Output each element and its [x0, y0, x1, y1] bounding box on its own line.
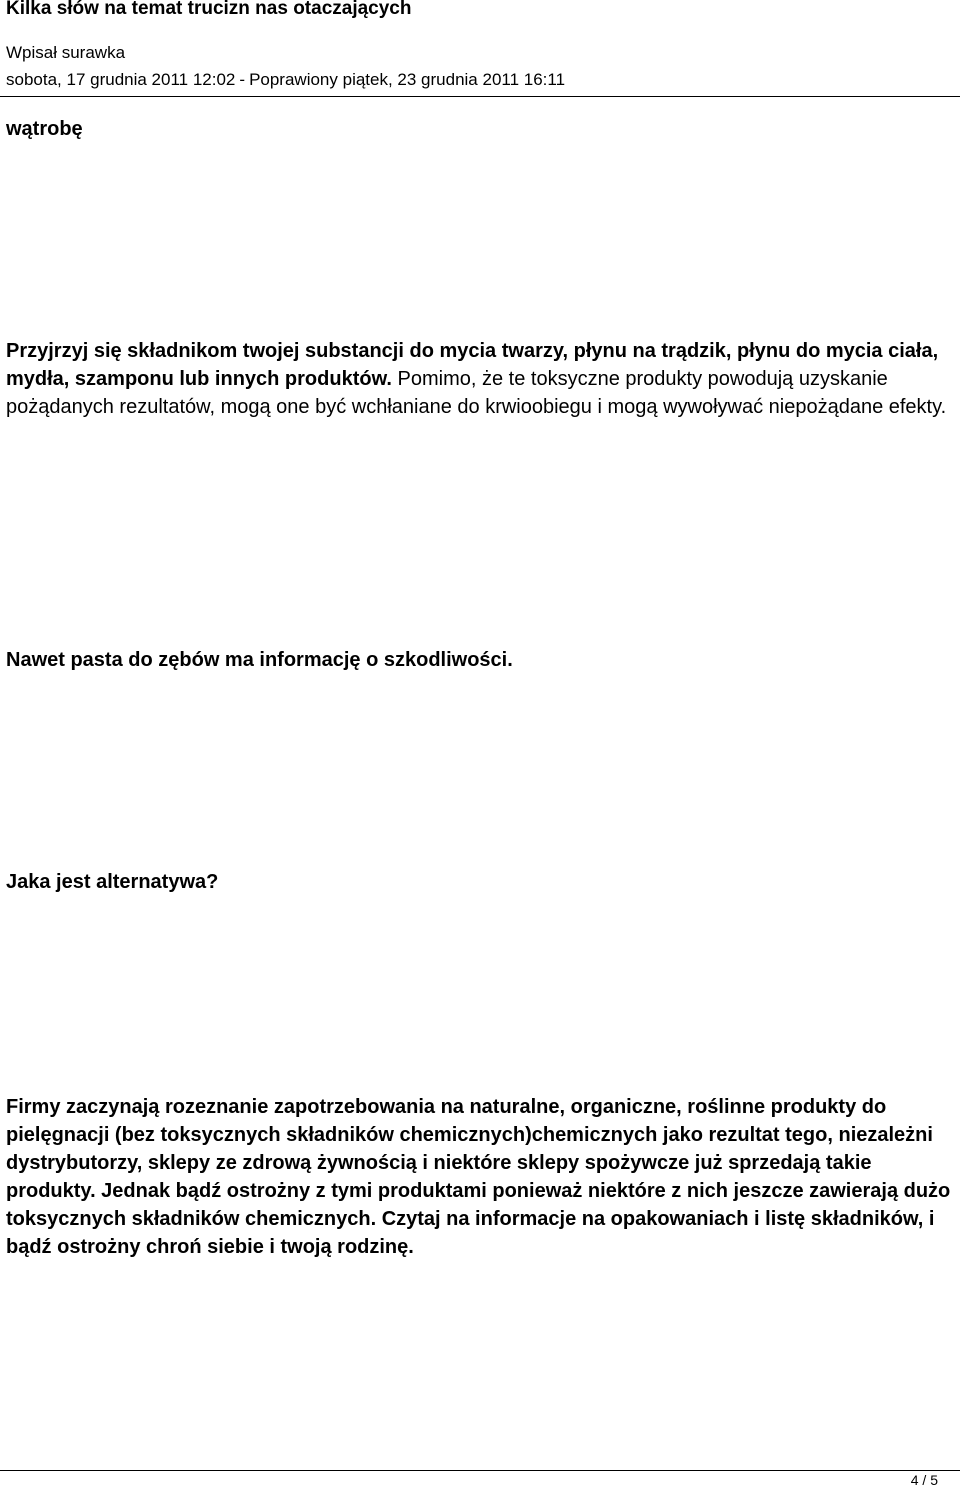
modified-date: Poprawiony piątek, 23 grudnia 2011 16:11: [249, 70, 566, 89]
ingredients-bold-text: Przyjrzyj się składnikom twojej substancji do mycia twarzy, płynu na trądzik, płynu do mycia ciała, mydła, szamponu lub innych produktów.: [6, 340, 939, 390]
paragraph-toothpaste: Nawet pasta do zębów ma informację o szkodliwości.: [6, 649, 513, 671]
date-line: [6, 69, 565, 91]
footer-divider: [0, 1470, 960, 1471]
page-number: 4 / 5: [910, 1472, 938, 1488]
paragraph-liver: wątrobę: [6, 118, 83, 140]
ingredients-regular-text: Pomimo, że te toksyczne produkty powodują uzyskanie pożądanych rezultatów, mogą one być wchłaniane do krwioobiegu i mogą wywoływać niepożądane efekty.: [6, 368, 947, 418]
article-title: Kilka słów na temat trucizn nas otaczających: [6, 0, 412, 19]
header-divider: [0, 96, 960, 97]
paragraph-alternative: Jaka jest alternatywa?: [6, 871, 219, 893]
paragraph-companies: Firmy zaczynają rozeznanie zapotrzebowania na naturalne, organiczne, roślinne produkty do pielęgnacji (bez toksycznych składników chemicznych)chemicznych jako rezultat tego, niezależni dystrybutorzy, sklepy ze zdrową żywnością i niektóre sklepy spożywcze już sprzedają takie produkty. Jednak bądź ostrożny z tymi produktami ponieważ niektóre z nich jeszcze zawierają dużo toksycznych składników chemicznych. Czytaj na informacje na opakowaniach i listę składników, i bądź ostrożny chroń siebie i twoją rodzinę.: [6, 1096, 951, 1258]
author-line: Wpisał surawka: [6, 43, 126, 62]
paragraph-ingredients: [6, 337, 954, 421]
created-date: sobota, 17 grudnia 2011 12:02: [6, 70, 236, 89]
date-separator: -: [239, 70, 246, 89]
